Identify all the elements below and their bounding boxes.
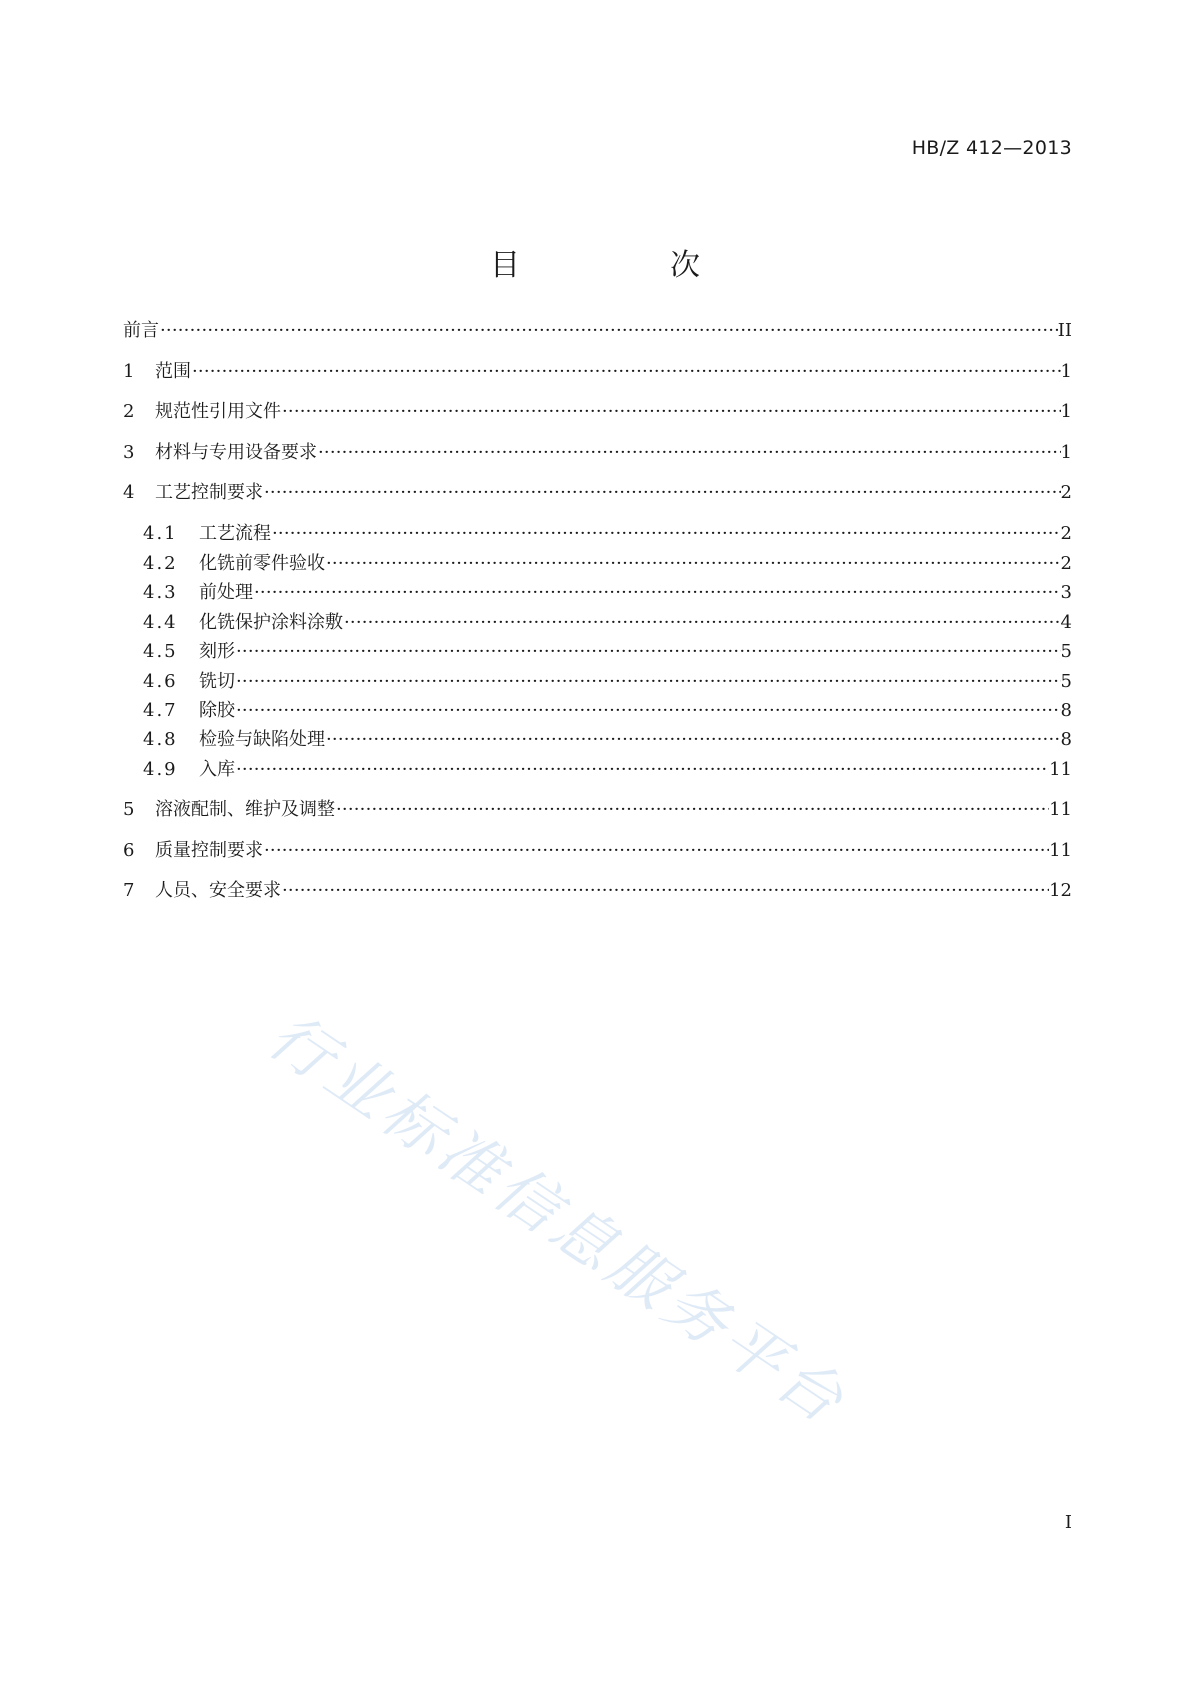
toc-entry-4-3[interactable] [143, 580, 1072, 606]
toc-entry-page: 1 [1060, 361, 1072, 382]
toc-entry-title: 材料与专用设备要求 [155, 442, 317, 463]
toc-leader [281, 399, 1061, 425]
toc-entry-page: 11 [1049, 759, 1072, 780]
toc-entry-title: 前处理 [199, 582, 253, 603]
toc-entry-number: 2 [123, 401, 135, 422]
toc-leader [335, 797, 1049, 823]
toc-entry-page: 4 [1060, 612, 1072, 633]
toc-leader [253, 580, 1061, 606]
toc-entry-4-8[interactable] [143, 727, 1072, 753]
toc-entry-5[interactable] [123, 797, 1072, 823]
toc-entry-4-4[interactable] [143, 610, 1072, 636]
toc-leader [317, 440, 1061, 466]
toc-entry-4[interactable] [123, 480, 1072, 506]
toc-leader [235, 669, 1061, 695]
toc-entry-number: 4.9 [143, 759, 178, 780]
toc-entry-number: 4.1 [143, 523, 178, 544]
toc-entry-title: 化铣前零件验收 [199, 553, 325, 574]
toc-entry-page: 1 [1060, 401, 1072, 422]
toc-leader [263, 838, 1049, 864]
toc-entry-number: 7 [123, 880, 135, 901]
toc-leader [281, 878, 1049, 904]
toc-entry-number: 1 [123, 361, 135, 382]
toc-entry-title: 人员、安全要求 [155, 880, 281, 901]
toc-entry-title: 前言 [123, 320, 159, 341]
toc-entry-title: 质量控制要求 [155, 840, 263, 861]
toc-leader [191, 359, 1061, 385]
toc-entry-number: 4 [123, 482, 135, 503]
toc-entry-page: 12 [1049, 880, 1072, 901]
toc-entry-page: 11 [1049, 799, 1072, 820]
toc-entry-4-2[interactable] [143, 551, 1072, 577]
toc-entry-page: II [1057, 320, 1072, 341]
toc-entry-title: 工艺控制要求 [155, 482, 263, 503]
toc-entry-number: 4.4 [143, 612, 178, 633]
toc-entry-number: 4.6 [143, 671, 178, 692]
toc-entry-page: 8 [1060, 729, 1072, 750]
toc-entry-3[interactable] [123, 440, 1072, 466]
toc-leader [235, 639, 1061, 665]
toc-leader [235, 757, 1049, 783]
toc-entry-2[interactable] [123, 399, 1072, 425]
toc-entry-number: 6 [123, 840, 135, 861]
toc-entry-4-9[interactable] [143, 757, 1072, 783]
toc-entry-page: 1 [1060, 442, 1072, 463]
toc-entry-number: 4.5 [143, 641, 178, 662]
toc-entry-page: 2 [1060, 523, 1072, 544]
toc-entry-title: 规范性引用文件 [155, 401, 281, 422]
standard-code: HB/Z 412—2013 [911, 137, 1072, 159]
toc-title: 目 次 [490, 248, 760, 283]
toc-entry-page: 2 [1060, 553, 1072, 574]
toc-entry-title: 检验与缺陷处理 [199, 729, 325, 750]
toc-entry-page: 8 [1060, 700, 1072, 721]
toc-leader [325, 551, 1061, 577]
toc-entry-page: 5 [1060, 671, 1072, 692]
toc-entry-page: 2 [1060, 482, 1072, 503]
toc-entry-6[interactable] [123, 838, 1072, 864]
toc-entry-page: 11 [1049, 840, 1072, 861]
toc-entry-1[interactable] [123, 359, 1072, 385]
toc-entry-number: 4.2 [143, 553, 178, 574]
toc-leader [263, 480, 1061, 506]
toc-entry-number: 4.8 [143, 729, 178, 750]
toc-leader [159, 318, 1058, 344]
toc-entry-title: 溶液配制、维护及调整 [155, 799, 335, 820]
page-number: I [1064, 1512, 1072, 1533]
toc-leader [235, 698, 1061, 724]
toc-entry-7[interactable] [123, 878, 1072, 904]
toc-entry-number: 5 [123, 799, 135, 820]
toc-entry-4-1[interactable] [143, 521, 1072, 547]
toc-entry-4-6[interactable] [143, 669, 1072, 695]
toc-entry-number: 4.3 [143, 582, 178, 603]
toc-entry-title: 入库 [199, 759, 235, 780]
toc-leader [271, 521, 1061, 547]
toc-entry-4-5[interactable] [143, 639, 1072, 665]
toc-leader [325, 727, 1061, 753]
toc-entry-number: 3 [123, 442, 135, 463]
toc-entry-title: 工艺流程 [199, 523, 271, 544]
toc-entry-4-7[interactable] [143, 698, 1072, 724]
toc-leader [343, 610, 1061, 636]
watermark: 行业标准信息服务平台 [255, 998, 861, 1440]
toc-entry-page: 5 [1060, 641, 1072, 662]
toc-entry-number: 4.7 [143, 700, 178, 721]
toc-entry-page: 3 [1060, 582, 1072, 603]
toc-entry-title: 化铣保护涂料涂敷 [199, 612, 343, 633]
toc-entry-title: 刻形 [199, 641, 235, 662]
toc-entry-title: 范围 [155, 361, 191, 382]
toc-entry-title: 除胶 [199, 700, 235, 721]
toc-entry-title: 铣切 [199, 671, 235, 692]
toc-entry-foreword[interactable] [123, 318, 1072, 344]
